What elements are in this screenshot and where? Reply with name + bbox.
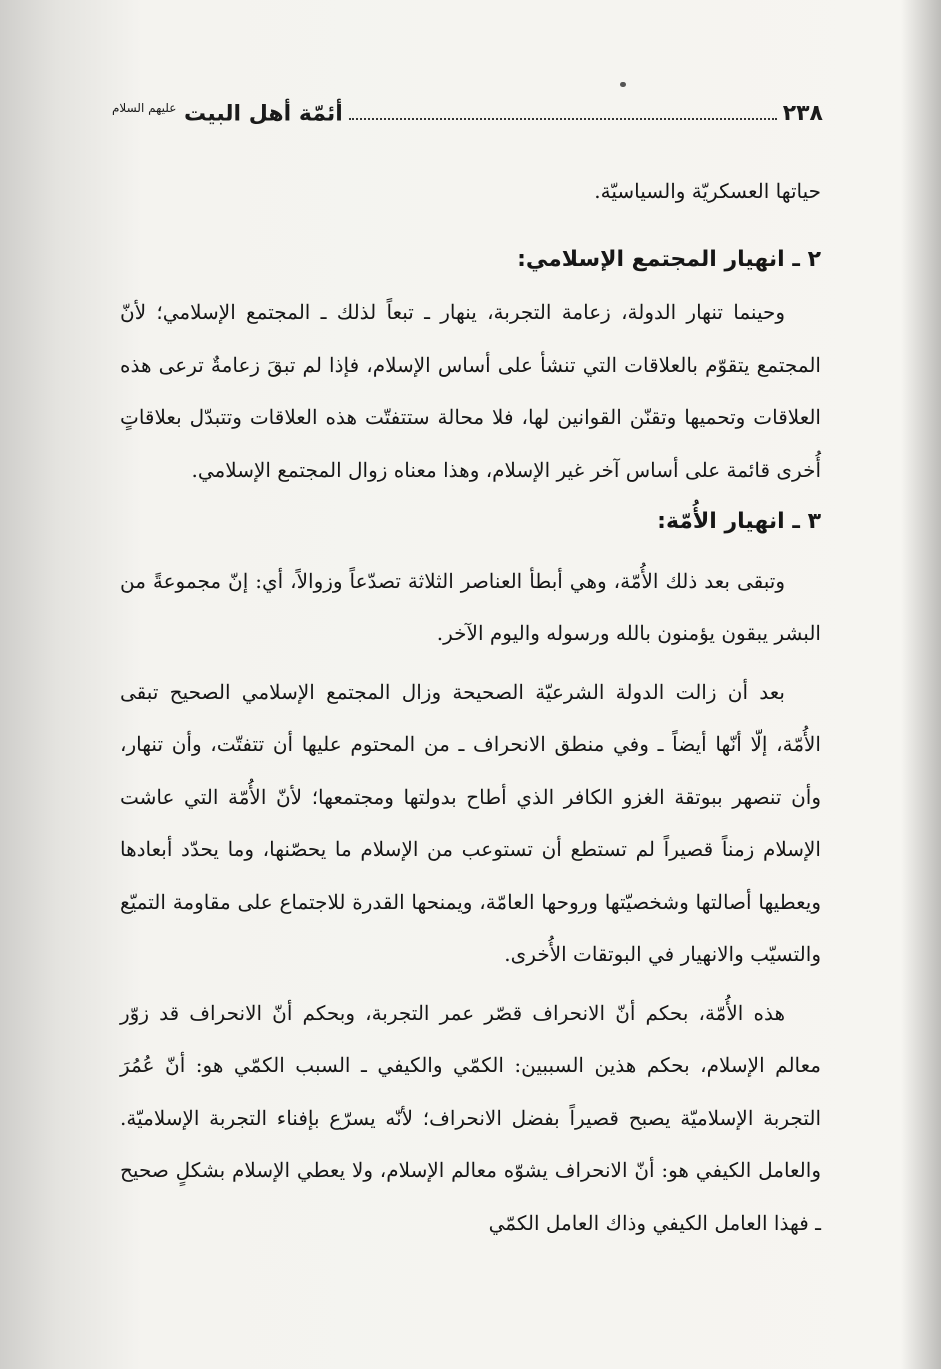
running-header (112, 100, 823, 140)
book-title-text: أئمّة أهل البيت (184, 101, 343, 126)
paragraph-4: هذه الأُمّة، بحكم أنّ الانحراف قصّر عمر التجربة، وبحكم أنّ الانحراف قد زوّر معالم الإسلام، بحكم هذين السببين: الكمّي والكيفي ـ السبب الكمّي هو: أنّ عُمُرَ التجربة الإسلاميّة يصبح قصيراً بفضل الانحراف؛ لأنّه يسرّع بإفناء التجربة الإسلاميّة. والعامل الكيفي هو: أنّ الانحراف يشوّه معالم الإسلام، ولا يعطي الإسلام بشكلٍ صحيح ـ فهذا العامل الكيفي وذاك العامل الكمّي (120, 1000, 821, 1235)
paragraph-continuation: حياتها العسكريّة والسياسيّة. (594, 179, 821, 203)
section-heading-2: ٢ ـ انهيار المجتمع الإسلامي: (517, 246, 821, 272)
paragraph-2: وتبقى بعد ذلك الأُمّة، وهي أبطأ العناصر الثلاثة تصدّعاً وزوالاً، أي: إنّ مجموعةً من البشر يبقون يؤمنون بالله ورسوله واليوم الآخر. (120, 568, 821, 645)
page-number: ٢٣٨ (782, 101, 823, 126)
book-title (112, 101, 343, 126)
paragraph-1: وحينما تنهار الدولة، زعامة التجربة، ينهار ـ تبعاً لذلك ـ المجتمع الإسلامي؛ لأنّ المجتمع يتقوّم بالعلاقات التي تنشأ على أساس الإسلام، فإذا لم تبقَ زعامةٌ ترعى هذه العلاقات وتحميها وتقنّن القوانين لها، فلا محالة ستتفتّت هذه العلاقات وتتبدّل بعلاقاتٍ أُخرى قائمة على أساس آخر غير الإسلام، وهذا معناه زوال المجتمع الإسلامي. (120, 300, 821, 482)
page-gutter-shadow (901, 0, 941, 1369)
paragraph-3: بعد أن زالت الدولة الشرعيّة الصحيحة وزال المجتمع الإسلامي الصحيح تبقى الأُمّة، إلّا أنّها أيضاً ـ وفي منطق الانحراف ـ من المحتوم عليها أن تتفتّت، وأن تنهار، وأن تنصهر ببوتقة الغزو الكافر الذي أطاح بدولتها ومجتمعها؛ لأنّ الأُمّة التي عاشت الإسلام زمناً قصيراً لم تستطع أن تستوعب من الإسلام ما يحصّنها، وما يحدّد أبعادها ويعطيها أصالتها وشخصيّتها وروحها العامّة، ويمنحها القدرة للاجتماع على مقاومة التميّع والتسيّب والانهيار في البوتقات الأُخرى. (120, 679, 821, 966)
spacer (120, 218, 821, 234)
honorific-ligature: عليهم السلام (112, 100, 177, 115)
section-heading-3: ٣ ـ انهيار الأُمّة: (657, 509, 821, 534)
page-body (120, 165, 821, 1249)
header-dot-leader (349, 100, 777, 120)
ink-speck (620, 82, 626, 87)
